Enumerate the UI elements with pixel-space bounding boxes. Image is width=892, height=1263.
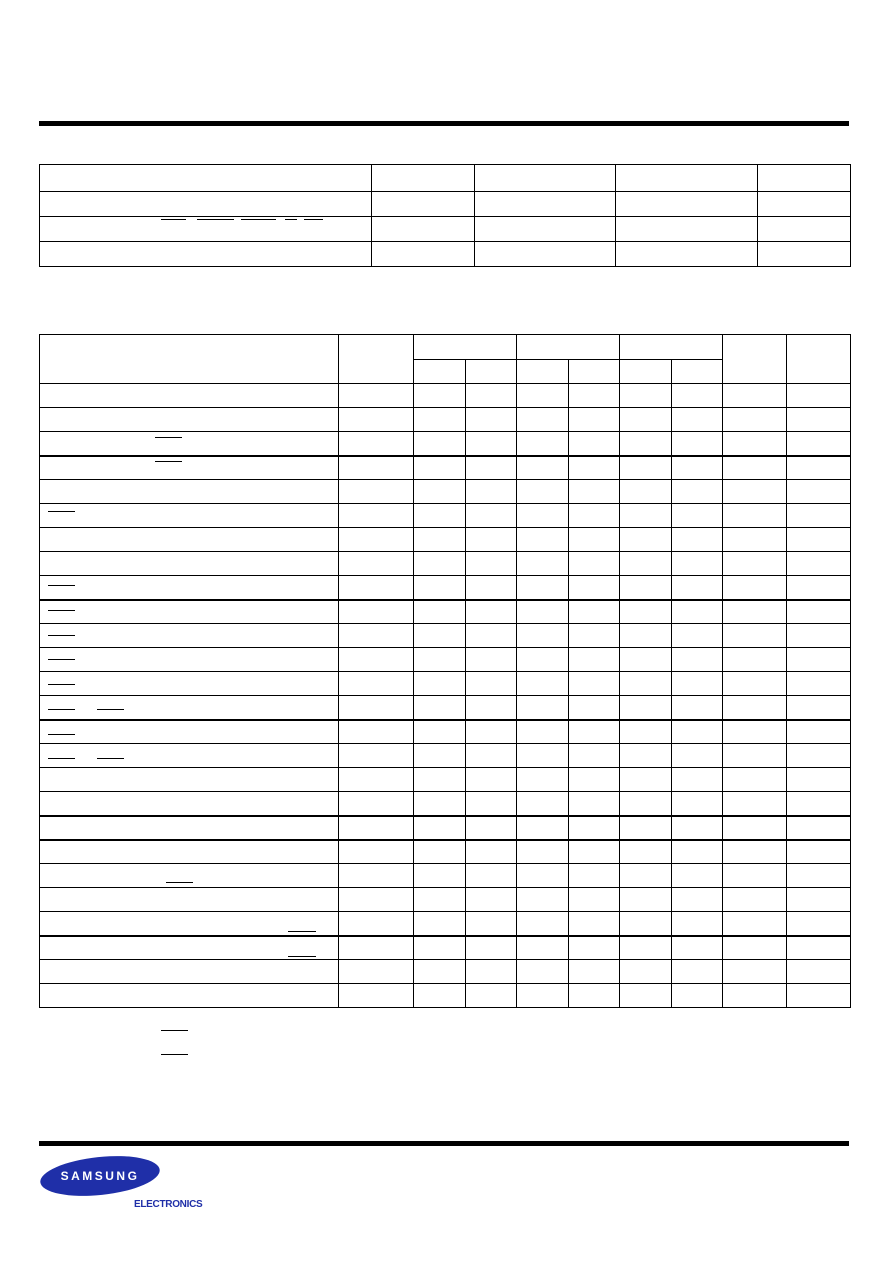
table-row: [40, 504, 851, 528]
table-row: [40, 960, 851, 984]
overline-mark: [197, 219, 234, 220]
table-header-row: [40, 335, 851, 360]
table-row: [40, 528, 851, 552]
table-row: [40, 672, 851, 696]
overline-mark: [48, 734, 75, 735]
table-row: [40, 768, 851, 792]
samsung-logo-mark: [39, 1155, 161, 1197]
table-row: [40, 936, 851, 960]
table-row: [40, 912, 851, 936]
table-row: [40, 624, 851, 648]
table-row: [40, 696, 851, 720]
table-row: [40, 600, 851, 624]
table-row: [40, 864, 851, 888]
overline-mark: [304, 219, 323, 220]
table-row: [40, 432, 851, 456]
overline-mark: [48, 610, 75, 611]
table-row: [40, 165, 851, 192]
overline-mark: [161, 1030, 188, 1031]
overline-mark: [48, 585, 75, 586]
overline-mark: [48, 635, 75, 636]
samsung-logo: [39, 1155, 161, 1202]
overline-mark: [166, 882, 193, 883]
table-row: [40, 648, 851, 672]
overline-mark: [161, 219, 186, 220]
table-row: [40, 816, 851, 840]
table-row: [40, 792, 851, 816]
overline-mark: [285, 219, 297, 220]
overline-mark: [161, 1054, 188, 1055]
table-row: [40, 456, 851, 480]
overline-mark: [288, 931, 316, 932]
upper-table: [39, 164, 851, 267]
overline-mark: [155, 437, 182, 438]
table-row: [40, 480, 851, 504]
logo-subtitle: ELECTRONICS: [134, 1199, 203, 1210]
overline-mark: [48, 758, 75, 759]
overline-mark: [48, 709, 75, 710]
table-row: [40, 576, 851, 600]
table-row: [40, 984, 851, 1008]
table-row: [40, 840, 851, 864]
table-row: [40, 720, 851, 744]
overline-mark: [155, 461, 182, 462]
table-row: [40, 384, 851, 408]
table-row: [40, 242, 851, 267]
timing-table: [39, 334, 851, 1008]
table-row: [40, 192, 851, 217]
overline-mark: [97, 758, 124, 759]
table-row: [40, 744, 851, 768]
table-row: [40, 217, 851, 242]
overline-mark: [48, 684, 75, 685]
logo-wordmark: SAMSUNG: [60, 1169, 140, 1183]
table-row: [40, 888, 851, 912]
overline-mark: [241, 219, 276, 220]
overline-mark: [48, 511, 75, 512]
table-row: [40, 552, 851, 576]
overline-mark: [97, 709, 124, 710]
overline-mark: [48, 659, 75, 660]
table-row: [40, 408, 851, 432]
footer-rule: [39, 1141, 849, 1146]
header-rule: [39, 121, 849, 126]
overline-mark: [288, 956, 316, 957]
